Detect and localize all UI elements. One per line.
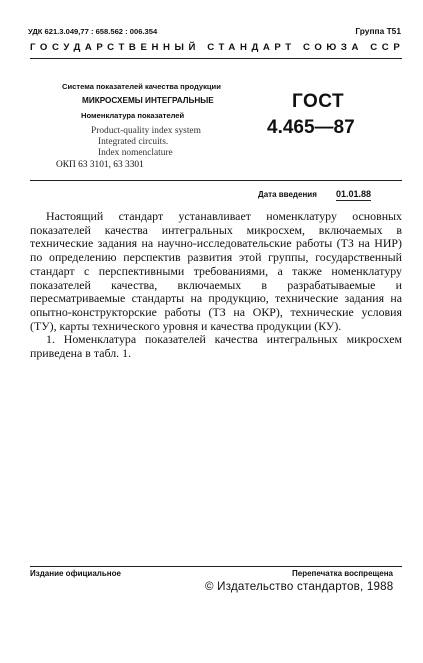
english-title-line: Product-quality index system — [91, 126, 201, 136]
gost-number: 4.465—87 — [267, 117, 355, 138]
bottom-divider — [30, 566, 402, 567]
body-paragraph: 1. Номенклатура показателей качества интегральных микросхем приведена в табл. 1. — [30, 332, 402, 361]
copyright-notice: © Издательство стандартов, 1988 — [205, 580, 394, 593]
middle-divider — [30, 180, 402, 181]
top-divider — [30, 58, 402, 59]
body-text — [30, 210, 402, 361]
introduction-date-value: 01.01.88 — [336, 189, 372, 199]
introduction-date-label: Дата введения — [258, 190, 317, 199]
gost-label: ГОСТ — [292, 91, 345, 112]
product-title: МИКРОСХЕМЫ ИНТЕГРАЛЬНЫЕ — [82, 96, 214, 105]
okp-code: ОКП 63 3101, 63 3301 — [56, 160, 144, 170]
system-title: Система показателей качества продукции — [62, 82, 221, 91]
group-code: Группа Т51 — [355, 26, 401, 36]
body-paragraph: Настоящий стандарт устанавливает номенклатуру основных показателей качества интегральных микросхем, включаемых в технические задания на научно-исследовательские работы (ТЗ на НИР) по определению перспектив развития этой группы, государственный стандарт с перспективными требованиями, а также номенклатуру показателей качества, включаемых в разрабатываемые и пересматриваемые стандарты на продукцию, технические задания на опытно-конструкторские работы (ТЗ на ОКР), технические условия (ТУ), карты технического уровня и качества продукции (КУ). — [30, 209, 402, 333]
english-title-line: Index nomenclature — [98, 148, 173, 158]
official-edition-label: Издание официальное — [30, 569, 121, 578]
state-standard-heading: ГОСУДАРСТВЕННЫЙ СТАНДАРТ СОЮЗА ССР — [30, 42, 405, 53]
reprint-prohibited-label: Перепечатка воспрещена — [292, 569, 393, 578]
udk-code: УДК 621.3.049,77 : 658.562 : 006.354 — [28, 27, 158, 36]
english-title-line: Integrated circuits. — [98, 137, 169, 147]
nomenclature-title: Номенклатура показателей — [81, 111, 185, 120]
